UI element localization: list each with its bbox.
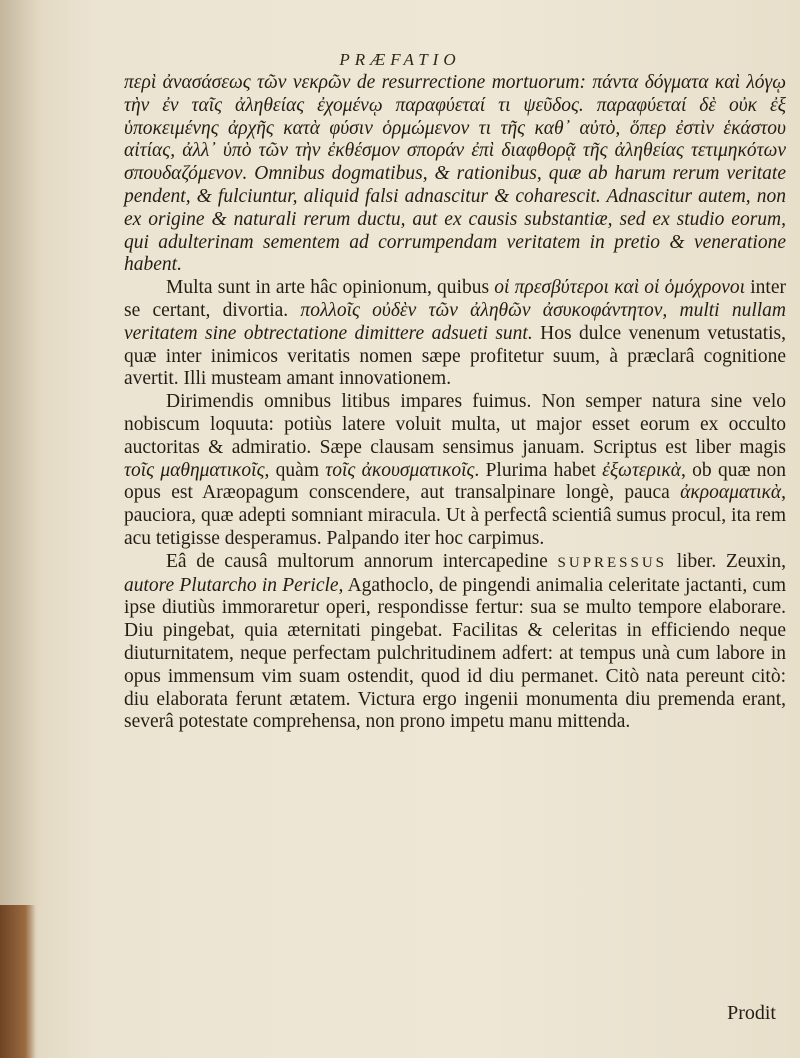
text-run: Dirimendis omnibus litibus impares fuimus. Non semper natura sine velo nobiscum loquuta: potiùs latere voluit multa, ut major esset eorum ex occulto auctoritas & admiratio. Sæpe clausam sensimus januam. Scriptus est liber magis [124, 391, 786, 458]
paragraph-4 [124, 551, 786, 734]
text-run: , pauciora, quæ adepti somniant miracula. Ut à perfectâ scientiâ sumus procul, ita rem acu tetigisse desperamus. Palpando iter hoc carpimus. [124, 482, 786, 549]
greek-text: οἱ πρεσβύτεροι καὶ οἱ ὁμόχρονοι [494, 277, 746, 299]
binding-edge [0, 905, 36, 1058]
greek-text: περὶ ἀνασάσεως τῶν νεκρῶν [124, 72, 351, 93]
text-run: inter se certant, divortia. [124, 277, 787, 321]
text-run: Eâ de causâ multorum annorum intercapedine [166, 550, 558, 572]
greek-text: πάντα δόγματα καὶ λόγῳ τὴν ἐν ταῖς ἀληθείας ἐχομένῳ παραφύεταί τι ψεῦδος. παραφύεταί δὲ οὐκ ἐξ ὑποκειμένης ἀρχῆς κατὰ φύσιν ὁρμώμενον τι τῆς καθ᾽ αὐτὸ, ὅπερ ἐστὶν ἑκάστου αἰτίας, ἀλλ᾽ ὑπὸ τῶν τὴν ἐκθέσμον σποράν ἐπὶ διαφθορᾷ τῆς ἀληθείας τετιμηκότων σπουδαζόμενον. [124, 72, 786, 185]
latin-italic-text: de resurrectione mortuorum: [350, 72, 593, 93]
text-run: , quàm [264, 459, 326, 481]
greek-text: πολλοῖς οὐδὲν τῶν ἀληθῶν ἀσυκοφάντητον, [300, 299, 668, 321]
page-edge-shadow [0, 0, 40, 1058]
small-caps-text: SUPRESSUS [557, 554, 668, 571]
text-run [667, 300, 679, 321]
latin-translation: Omnibus dogmatibus, & rationibus, quæ ab harum rerum veritate pendent, & fulciuntur, aliquid falsi adnascitur & coharescit. Adnascitur autem, non ex origine & naturali rerum ductu, aut ex causis substantiæ, sed ex studio eorum, qui adulterinam sementem ad corrumpendam veritatem in pretio & veneratione habent. [124, 163, 786, 276]
body-text [124, 72, 786, 734]
catchword: Prodit [727, 1002, 776, 1024]
text-run: . Plurima habet [474, 459, 603, 481]
paragraph-2 [124, 277, 786, 391]
latin-italic-text: multi nullam veritatem sine obtrectatione dimittere adsueti sunt. [124, 299, 786, 344]
greek-text: ἀκροαματικὰ [680, 482, 782, 504]
greek-text: τοῖς μαθηματικοῖς [124, 459, 265, 481]
text-run: Hos dulce venenum vetustatis, quæ inter inimicos veritatis nomen sæpe profitetur suum, à præclarâ cognitione avertit. Illi musteam amant innovationem. [124, 322, 786, 390]
greek-text: ἐξωτερικὰ [602, 459, 681, 481]
text-run: , ob quæ non opus est Aræopagum conscendere, aut transalpinare longè, pauca [124, 459, 786, 504]
greek-text: τοῖς ἀκουσματικοῖς [325, 459, 475, 481]
text-run: Multa sunt in arte hâc opinionum, quibus [166, 277, 495, 299]
text-run: Agathoclo, de pingendi animalia celeritate jactanti, cum ipse diutiùs immoraretur operi, respondisse fertur: sua se multo tempore elaborare. Diu pingebat, quia æternitati pingebat. Facilitas & celeritas in efficiendo neque diuturnitatem, neque perfectam pulchritudinem adfert: at tempus unà cum labore in opus immensum vim suam ostendit, quod id diu permanet. Citò nata pereunt citò: diu elaborata ferunt ætatem. Victura ergo ingenii monumenta diu premenda erant, severâ potestate comprehensa, non prono impetu manu mittenda. [124, 574, 786, 733]
latin-italic-text: autore Plutarcho in Pericle, [124, 574, 344, 596]
paragraph-1 [124, 72, 786, 277]
paragraph-3 [124, 391, 786, 551]
text-run: liber. Zeuxin, [667, 550, 786, 572]
running-head: PRÆFATIO [339, 50, 461, 69]
